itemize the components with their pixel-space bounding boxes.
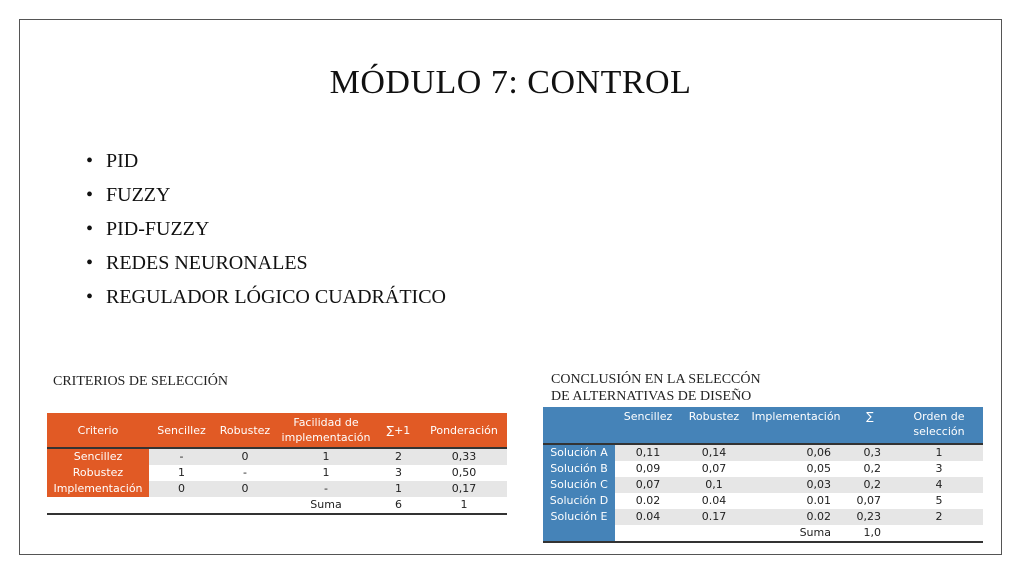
table-total-row [47,497,507,514]
table-row [543,477,983,493]
bullet-item [86,144,446,178]
cell: 0 [214,448,276,465]
conclusion-caption-line2: DE ALTERNATIVAS DE DISEÑO [551,389,752,404]
empty-cell [149,497,214,514]
conclusion-table [543,407,983,543]
cell: 0 [149,481,214,497]
header-implementacion: Implementación [747,407,845,444]
header-ponderacion: Ponderación [421,413,507,448]
cell: 4 [895,477,983,493]
header-orden: Orden de selección [895,407,983,444]
cell: 2 [895,509,983,525]
cell: 0.04 [615,509,681,525]
table-row [47,465,507,481]
cell: - [149,448,214,465]
table-row [543,509,983,525]
table-row [543,493,983,509]
header-sum: ∑+1 [376,413,421,448]
table-row [543,461,983,477]
cell: - [243,466,247,479]
empty-cell [543,525,615,542]
table-row [543,444,983,461]
header-robustez: Robustez [681,407,747,444]
bullet-item [86,246,446,280]
cell: 0,50 [451,466,477,479]
table-header-row [543,407,983,444]
header-facilidad: Facilidad de implementación [276,413,376,448]
cell: 1 [376,481,421,497]
cell: 0,1 [681,477,747,493]
cell: 0,17 [421,481,507,497]
cell: 0.02 [747,509,845,525]
cell: 0 [214,481,276,497]
bullet-text: PID [106,150,139,172]
row-label: Solución D [543,493,615,509]
conclusion-caption [551,371,761,405]
header-robustez: Robustez [214,413,276,448]
empty-cell [681,525,747,542]
bullet-dot: • [86,184,94,206]
cell: 1 [895,444,983,461]
empty-cell [214,497,276,514]
row-label: Sencillez [47,448,149,465]
bullet-text: REGULADOR LÓGICO CUADRÁTICO [106,286,446,308]
row-label: Solución C [543,477,615,493]
bullet-dot: • [86,252,94,274]
bullet-text: REDES NEURONALES [106,252,308,274]
bullet-item [86,178,446,212]
cell: 0,2 [863,462,881,475]
row-label: Solución B [543,461,615,477]
table-total-row [543,525,983,542]
total-label: Suma [747,525,845,542]
cell: 0,07 [856,494,881,507]
total-sum: 1,0 [845,525,895,542]
cell: 0,09 [635,462,661,475]
cell: 0,11 [615,444,681,461]
slide-title: MÓDULO 7: CONTROL [329,64,692,101]
total-sum: 6 [376,497,421,514]
cell: 0,05 [806,462,831,475]
cell: 2 [376,448,421,465]
cell: 0,3 [845,444,895,461]
table-row [47,448,507,465]
cell: 0.02 [635,494,661,507]
header-empty [543,407,615,444]
empty-cell [895,525,983,542]
conclusion-caption-line1: CONCLUSIÓN EN LA SELECCÓN [551,372,761,387]
cell: - [276,481,376,497]
row-label: Solución A [543,444,615,461]
cell: 0.01 [806,494,831,507]
header-sum: ∑ [845,407,895,444]
cell: 0.17 [681,509,747,525]
total-ponderacion: 1 [421,497,507,514]
cell: 0,06 [747,444,845,461]
table-row [47,481,507,497]
cell: 0,03 [747,477,845,493]
header-criterio: Criterio [47,413,149,448]
header-sencillez: Sencillez [149,413,214,448]
cell: 5 [935,494,943,507]
cell: 0,07 [615,477,681,493]
row-label: Solución E [543,509,615,525]
cell: 0.04 [701,494,727,507]
header-sencillez: Sencillez [615,407,681,444]
bullet-text: PID-FUZZY [106,218,210,240]
criterios-caption: CRITERIOS DE SELECCIÓN [53,374,228,389]
cell: 0,14 [681,444,747,461]
bullet-dot: • [86,218,94,240]
bullet-list [86,144,446,314]
bullet-text: FUZZY [106,184,171,206]
bullet-item [86,280,446,314]
bullet-dot: • [86,150,94,172]
cell: 3 [395,466,402,479]
cell: 0,07 [701,462,727,475]
cell: 0,23 [845,509,895,525]
cell: 1 [178,466,185,479]
cell: 1 [276,448,376,465]
cell: 0,33 [421,448,507,465]
cell: 0,2 [845,477,895,493]
cell: 3 [935,462,943,475]
total-label: Suma [276,497,376,514]
slide [19,19,1002,555]
empty-cell [615,525,681,542]
row-label: Implementación [47,481,149,497]
cell: 1 [322,466,330,479]
table-header-row [47,413,507,448]
row-label: Robustez [47,465,149,481]
empty-cell [47,497,149,514]
criterios-table [47,413,507,515]
bullet-item [86,212,446,246]
bullet-dot: • [86,286,94,308]
